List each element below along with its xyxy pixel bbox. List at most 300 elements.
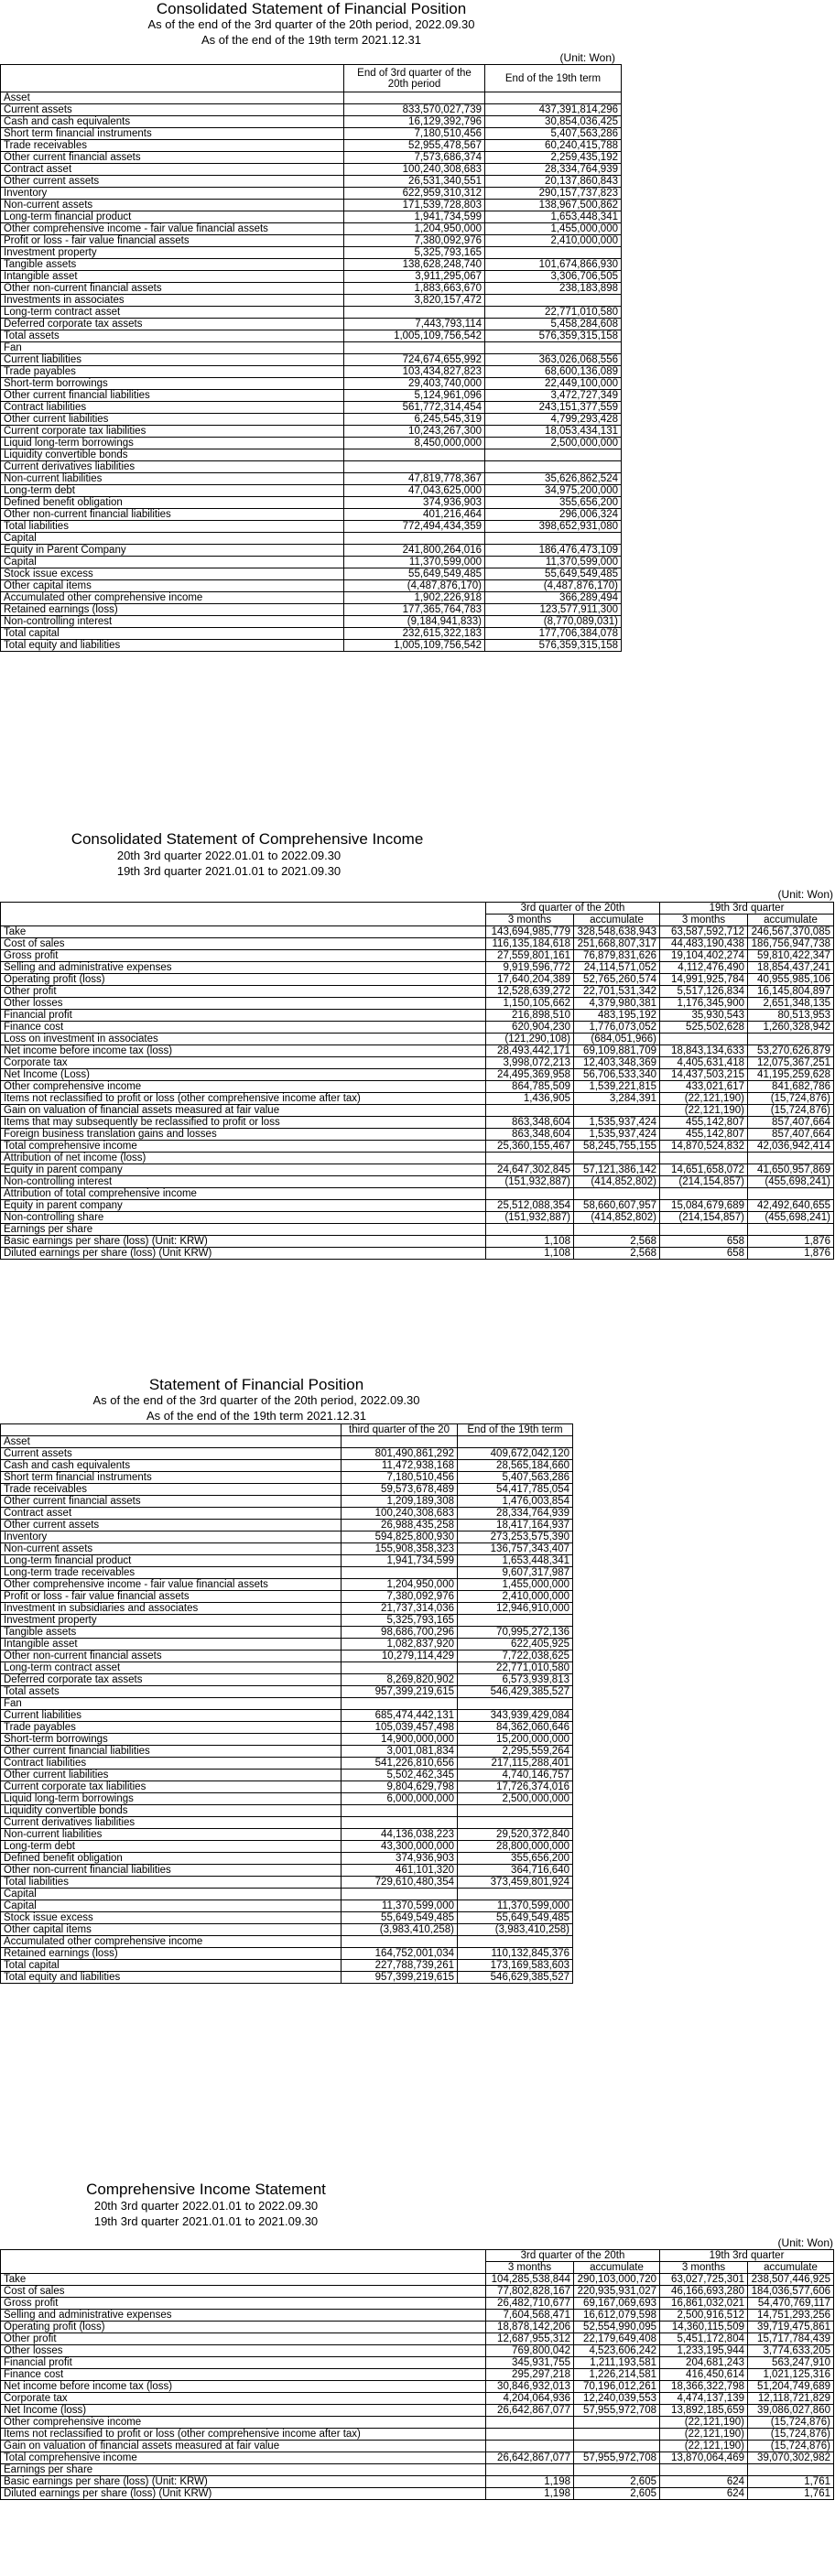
row-value: 2,410,000,000	[458, 1591, 573, 1603]
table-row	[1, 2417, 834, 2429]
row-value: 246,567,370,085	[748, 926, 834, 938]
row-value: (15,724,876)	[748, 1105, 834, 1117]
row-value: 729,610,480,354	[342, 1877, 458, 1889]
row-value: 18,878,142,206	[486, 2322, 574, 2333]
row-value: 6,245,545,319	[344, 414, 485, 426]
row-value: 833,570,027,739	[344, 104, 485, 116]
row-value: 345,931,755	[486, 2357, 574, 2369]
row-value	[574, 1188, 660, 1200]
row-label: Capital	[1, 557, 344, 568]
row-value: 63,027,725,301	[660, 2274, 748, 2286]
row-value: 35,930,543	[660, 1010, 748, 1022]
row-value: 12,687,955,312	[486, 2333, 574, 2345]
row-value: (22,121,190)	[660, 1093, 748, 1105]
s1-title: Consolidated Statement of Financial Position	[156, 0, 467, 17]
s2-unit: (Unit: Won)	[777, 888, 833, 901]
row-value	[660, 1224, 748, 1236]
row-label: Other non-current financial liabilities	[1, 1865, 342, 1877]
table-row	[1, 2429, 834, 2441]
row-value: 43,300,000,000	[342, 1841, 458, 1853]
row-value: (214,154,857)	[660, 1212, 748, 1224]
row-value: 296,006,324	[485, 509, 622, 521]
row-label: Total assets	[1, 1686, 342, 1698]
row-value	[486, 1105, 574, 1117]
row-value	[748, 1224, 834, 1236]
row-value: 15,717,784,439	[748, 2333, 834, 2345]
table-row	[1, 259, 622, 271]
row-value: 1,005,109,756,542	[344, 330, 485, 342]
table-row	[1, 342, 622, 354]
table-row	[1, 497, 622, 509]
row-value: 4,405,631,418	[660, 1057, 748, 1069]
row-value: 227,788,739,261	[342, 1960, 458, 1972]
table-row	[1, 1674, 573, 1686]
table-row	[1, 1889, 573, 1900]
row-label: Trade payables	[1, 366, 344, 378]
row-value	[344, 92, 485, 104]
row-value	[660, 1034, 748, 1045]
row-label: Asset	[1, 92, 344, 104]
table-row	[1, 473, 622, 485]
row-label: Current derivatives liabilities	[1, 461, 344, 473]
row-value: (151,932,887)	[486, 1212, 574, 1224]
table-row	[1, 1924, 573, 1936]
s4-unit: (Unit: Won)	[777, 2236, 833, 2249]
table-row	[1, 545, 622, 557]
row-value: 957,399,219,615	[342, 1972, 458, 1984]
row-value: 26,531,340,551	[344, 176, 485, 188]
row-value	[486, 2417, 574, 2429]
row-label: Capital	[1, 533, 344, 545]
row-value: 1,211,193,581	[574, 2357, 660, 2369]
row-label: Deferred corporate tax assets	[1, 319, 344, 330]
table-row	[1, 1176, 834, 1188]
table-row	[1, 640, 622, 652]
table-row	[1, 568, 622, 580]
table-row	[1, 1153, 834, 1164]
s4-header-c3: 3 months	[660, 2262, 748, 2274]
table-row	[1, 116, 622, 128]
row-value	[485, 295, 622, 307]
row-value: 3,284,391	[574, 1093, 660, 1105]
row-value: 25,512,088,354	[486, 1200, 574, 1212]
s4-header-c1: 3 months	[486, 2262, 574, 2274]
row-value: 70,995,272,136	[458, 1627, 573, 1639]
table-row	[1, 1496, 573, 1508]
row-value: 251,668,807,317	[574, 938, 660, 950]
row-value	[485, 247, 622, 259]
row-value: 1,198	[486, 2488, 574, 2500]
table-row	[1, 414, 622, 426]
row-value: 7,722,038,625	[458, 1651, 573, 1662]
table-row	[1, 307, 622, 319]
row-value: 56,706,533,340	[574, 1069, 660, 1081]
row-value: 60,240,415,788	[485, 140, 622, 152]
row-value: 204,681,243	[660, 2357, 748, 2369]
row-value: 1,476,003,854	[458, 1496, 573, 1508]
row-value	[342, 1698, 458, 1710]
row-label: Non-controlling interest	[1, 1176, 486, 1188]
table-row	[1, 1734, 573, 1746]
table-row	[1, 1793, 573, 1805]
row-value: 373,459,801,924	[458, 1877, 573, 1889]
row-value: 5,458,284,608	[485, 319, 622, 330]
row-value: 401,216,464	[344, 509, 485, 521]
row-label: Other current financial assets	[1, 1496, 342, 1508]
row-value: 57,955,972,708	[574, 2452, 660, 2464]
row-value: 5,451,172,804	[660, 2333, 748, 2345]
row-value	[344, 533, 485, 545]
row-value: 1,539,221,815	[574, 1081, 660, 1093]
s2-header-c2: accumulate	[574, 915, 660, 926]
table-row	[1, 1069, 834, 1081]
row-label: Net Income (loss)	[1, 2405, 486, 2417]
row-value: 1,902,226,918	[344, 592, 485, 604]
row-label: Basic earnings per share (loss) (Unit: KRW)	[1, 1236, 486, 1248]
row-value	[458, 1889, 573, 1900]
table-row	[1, 1912, 573, 1924]
row-value: 10,243,267,300	[344, 426, 485, 438]
row-label: Current assets	[1, 1448, 342, 1460]
row-value: 1,176,345,900	[660, 998, 748, 1010]
row-value	[342, 1936, 458, 1948]
table-row	[1, 533, 622, 545]
row-label: Deferred corporate tax assets	[1, 1674, 342, 1686]
table-row	[1, 2393, 834, 2405]
table-row	[1, 1829, 573, 1841]
table-row	[1, 1710, 573, 1722]
row-value: 22,771,010,580	[458, 1662, 573, 1674]
table-row	[1, 1865, 573, 1877]
row-value: 40,955,985,106	[748, 974, 834, 986]
row-value: 863,348,604	[486, 1129, 574, 1141]
row-label: Trade payables	[1, 1722, 342, 1734]
table-row	[1, 1543, 573, 1555]
row-value	[748, 1153, 834, 1164]
table-row	[1, 2441, 834, 2452]
row-label: Other losses	[1, 998, 486, 1010]
row-value: 10,279,114,429	[342, 1651, 458, 1662]
row-value: 3,306,706,505	[485, 271, 622, 283]
row-value: 98,686,700,296	[342, 1627, 458, 1639]
table-row	[1, 509, 622, 521]
table-row	[1, 2357, 834, 2369]
row-value: 2,605	[574, 2476, 660, 2488]
row-label: Trade receivables	[1, 140, 344, 152]
row-value: 26,482,710,677	[486, 2298, 574, 2310]
row-value: 801,490,861,292	[342, 1448, 458, 1460]
row-value: 105,039,457,498	[342, 1722, 458, 1734]
row-value: 14,751,293,256	[748, 2310, 834, 2322]
row-label: Other capital items	[1, 580, 344, 592]
row-value: 25,360,155,467	[486, 1141, 574, 1153]
table-row	[1, 926, 834, 938]
table-row	[1, 2310, 834, 2322]
row-label: Other current assets	[1, 176, 344, 188]
table-row	[1, 271, 622, 283]
table-row	[1, 354, 622, 366]
row-value: 58,660,607,957	[574, 1200, 660, 1212]
row-label: Long-term financial product	[1, 211, 344, 223]
s2-header-c3: 3 months	[660, 915, 748, 926]
row-value: 238,183,898	[485, 283, 622, 295]
row-value: 103,434,827,823	[344, 366, 485, 378]
row-label: Retained earnings (loss)	[1, 1948, 342, 1960]
table-row	[1, 438, 622, 449]
row-value: 24,495,369,958	[486, 1069, 574, 1081]
row-label: Short term financial instruments	[1, 128, 344, 140]
row-value: 4,740,146,757	[458, 1770, 573, 1781]
row-value: 18,053,434,131	[485, 426, 622, 438]
row-label: Gain on valuation of financial assets measured at fair value	[1, 2441, 486, 2452]
table-row	[1, 426, 622, 438]
row-label: Accumulated other comprehensive income	[1, 1936, 342, 1948]
row-value: 8,269,820,902	[342, 1674, 458, 1686]
row-value: 110,132,845,376	[458, 1948, 573, 1960]
table-row	[1, 938, 834, 950]
row-label: Fan	[1, 1698, 342, 1710]
table-row	[1, 2405, 834, 2417]
s1-unit: (Unit: Won)	[559, 51, 615, 64]
row-label: Gain on valuation of financial assets measured at fair value	[1, 1105, 486, 1117]
row-value: 1,455,000,000	[458, 1579, 573, 1591]
row-value	[342, 1805, 458, 1817]
row-value: (214,154,857)	[660, 1176, 748, 1188]
row-value: 22,449,100,000	[485, 378, 622, 390]
row-value: 28,334,764,939	[458, 1508, 573, 1520]
table-row	[1, 152, 622, 164]
row-value	[458, 1436, 573, 1448]
row-value: 84,362,060,646	[458, 1722, 573, 1734]
table-row	[1, 2345, 834, 2357]
row-label: Short-term borrowings	[1, 1734, 342, 1746]
row-label: Stock issue excess	[1, 568, 344, 580]
row-label: Other capital items	[1, 1924, 342, 1936]
row-label: Profit or loss - fair value financial assets	[1, 235, 344, 247]
row-value: 35,626,862,524	[485, 473, 622, 485]
table-row	[1, 1484, 573, 1496]
row-value: (4,487,876,170)	[485, 580, 622, 592]
row-value: 1,233,195,944	[660, 2345, 748, 2357]
s1-header-col2: End of the 19th term	[485, 65, 622, 92]
row-label: Earnings per share	[1, 2464, 486, 2476]
row-value: 4,799,293,428	[485, 414, 622, 426]
row-label: Other current assets	[1, 1520, 342, 1532]
row-value: 30,846,932,013	[486, 2381, 574, 2393]
table-row	[1, 1093, 834, 1105]
row-value: 241,800,264,016	[344, 545, 485, 557]
row-value	[660, 1188, 748, 1200]
table-row	[1, 188, 622, 200]
table-row	[1, 2333, 834, 2345]
row-value: 7,180,510,456	[344, 128, 485, 140]
row-value	[486, 2464, 574, 2476]
table-row	[1, 2286, 834, 2298]
row-value: 1,761	[748, 2476, 834, 2488]
row-value: 4,523,606,242	[574, 2345, 660, 2357]
table-row	[1, 628, 622, 640]
row-value: 1,198	[486, 2476, 574, 2488]
row-value: (455,698,241)	[748, 1176, 834, 1188]
row-label: Gross profit	[1, 2298, 486, 2310]
table-row	[1, 1960, 573, 1972]
row-value: 26,988,435,258	[342, 1520, 458, 1532]
row-label: Financial profit	[1, 1010, 486, 1022]
s2-header-c4: accumulate	[748, 915, 834, 926]
row-label: Contract asset	[1, 1508, 342, 1520]
table-row	[1, 1615, 573, 1627]
row-value: 409,672,042,120	[458, 1448, 573, 1460]
row-value	[458, 1817, 573, 1829]
row-value: 483,195,192	[574, 1010, 660, 1022]
s4-header-c2: accumulate	[574, 2262, 660, 2274]
table-row	[1, 1532, 573, 1543]
row-label: Contract liabilities	[1, 402, 344, 414]
row-label: Basic earnings per share (loss) (Unit: KRW)	[1, 2476, 486, 2488]
row-value: 116,135,184,618	[486, 938, 574, 950]
row-value: (4,487,876,170)	[344, 580, 485, 592]
row-value: (22,121,190)	[660, 2417, 748, 2429]
table-row	[1, 962, 834, 974]
row-value: 47,043,625,000	[344, 485, 485, 497]
row-value: 76,879,831,626	[574, 950, 660, 962]
row-label: Long-term trade receivables	[1, 1567, 342, 1579]
row-value: 355,656,200	[458, 1853, 573, 1865]
s3-header-col1: third quarter of the 20	[342, 1424, 458, 1436]
table-row	[1, 1722, 573, 1734]
row-value: 5,325,793,165	[344, 247, 485, 259]
row-value: 100,240,308,683	[344, 164, 485, 176]
row-value: 39,719,475,861	[748, 2322, 834, 2333]
table-row	[1, 1805, 573, 1817]
row-value: 461,101,320	[342, 1865, 458, 1877]
row-value: 13,870,064,469	[660, 2452, 748, 2464]
row-label: Corporate tax	[1, 1057, 486, 1069]
row-value	[458, 1805, 573, 1817]
row-value: 6,573,939,813	[458, 1674, 573, 1686]
row-label: Contract asset	[1, 164, 344, 176]
row-value	[485, 461, 622, 473]
row-label: Liquid long-term borrowings	[1, 438, 344, 449]
table-row	[1, 2381, 834, 2393]
row-value	[342, 1817, 458, 1829]
row-value	[660, 1153, 748, 1164]
row-value: 3,774,633,205	[748, 2345, 834, 2357]
row-value: 658	[660, 1236, 748, 1248]
row-value: 28,493,442,171	[486, 1045, 574, 1057]
table-row	[1, 1034, 834, 1045]
table-row	[1, 461, 622, 473]
row-value: 355,656,200	[485, 497, 622, 509]
row-value: 18,843,134,633	[660, 1045, 748, 1057]
row-label: Other losses	[1, 2345, 486, 2357]
row-value: 1,108	[486, 1236, 574, 1248]
s3-header-blank	[1, 1424, 342, 1436]
row-value: 52,554,990,095	[574, 2322, 660, 2333]
s2-header-blank	[1, 903, 486, 926]
row-label: Liquidity convertible bonds	[1, 1805, 342, 1817]
row-value: 1,941,734,599	[342, 1555, 458, 1567]
row-value: 238,507,446,925	[748, 2274, 834, 2286]
row-value: 1,535,937,424	[574, 1129, 660, 1141]
row-label: Other comprehensive income - fair value financial assets	[1, 1579, 342, 1591]
row-value: 12,528,639,272	[486, 986, 574, 998]
row-label: Net income before income tax (loss)	[1, 2381, 486, 2393]
s2-subtitle-2: 19th 3rd quarter 2021.01.01 to 2021.09.30	[116, 864, 342, 878]
row-value: 2,500,000,000	[485, 438, 622, 449]
row-value: 173,169,583,603	[458, 1960, 573, 1972]
table-row	[1, 2452, 834, 2464]
row-value: 1,209,189,308	[342, 1496, 458, 1508]
s4-table	[0, 2249, 834, 2500]
row-value: 55,649,549,485	[344, 568, 485, 580]
row-label: Long-term contract asset	[1, 307, 344, 319]
row-value: 59,810,422,347	[748, 950, 834, 962]
row-label: Other profit	[1, 2333, 486, 2345]
table-row	[1, 402, 622, 414]
row-label: Trade receivables	[1, 1484, 342, 1496]
row-value: 1,204,950,000	[344, 223, 485, 235]
row-label: Non-controlling share	[1, 1212, 486, 1224]
row-value: 416,450,614	[660, 2369, 748, 2381]
row-value: 1,653,448,341	[458, 1555, 573, 1567]
row-value: (121,290,108)	[486, 1034, 574, 1045]
row-label: Tangible assets	[1, 259, 344, 271]
row-value: 455,142,807	[660, 1129, 748, 1141]
row-value: 864,785,509	[486, 1081, 574, 1093]
row-label: Cost of sales	[1, 2286, 486, 2298]
row-value: 3,911,295,067	[344, 271, 485, 283]
table-row	[1, 1603, 573, 1615]
row-label: Total comprehensive income	[1, 2452, 486, 2464]
row-value: 2,568	[574, 1236, 660, 1248]
row-value: (455,698,241)	[748, 1212, 834, 1224]
row-value: 16,145,804,897	[748, 986, 834, 998]
row-value: (9,184,941,833)	[344, 616, 485, 628]
table-row	[1, 176, 622, 188]
table-row	[1, 283, 622, 295]
row-value: 46,166,693,280	[660, 2286, 748, 2298]
row-value: 12,240,039,553	[574, 2393, 660, 2405]
row-label: Total assets	[1, 330, 344, 342]
s4-header-c4: accumulate	[748, 2262, 834, 2274]
row-value: 243,151,377,559	[485, 402, 622, 414]
row-label: Current assets	[1, 104, 344, 116]
table-row	[1, 1188, 834, 1200]
table-row	[1, 1900, 573, 1912]
row-value: 1,876	[748, 1248, 834, 1260]
row-label: Cash and cash equivalents	[1, 1460, 342, 1472]
s3-subtitle-2: As of the end of the 19th term 2021.12.31	[146, 1409, 366, 1423]
row-value: 21,737,314,036	[342, 1603, 458, 1615]
row-value	[342, 1436, 458, 1448]
row-value: 374,936,903	[342, 1853, 458, 1865]
table-row	[1, 235, 622, 247]
s4-header-blank	[1, 2250, 486, 2274]
row-value: 80,513,953	[748, 1010, 834, 1022]
table-row	[1, 1448, 573, 1460]
row-value	[486, 1224, 574, 1236]
row-value: 232,615,322,183	[344, 628, 485, 640]
row-value: 857,407,664	[748, 1129, 834, 1141]
row-value: 57,121,386,142	[574, 1164, 660, 1176]
row-value: 177,365,764,783	[344, 604, 485, 616]
table-row	[1, 1508, 573, 1520]
row-value: (15,724,876)	[748, 1093, 834, 1105]
row-label: Attribution of total comprehensive income	[1, 1188, 486, 1200]
row-value: (414,852,802)	[574, 1176, 660, 1188]
table-row	[1, 1639, 573, 1651]
